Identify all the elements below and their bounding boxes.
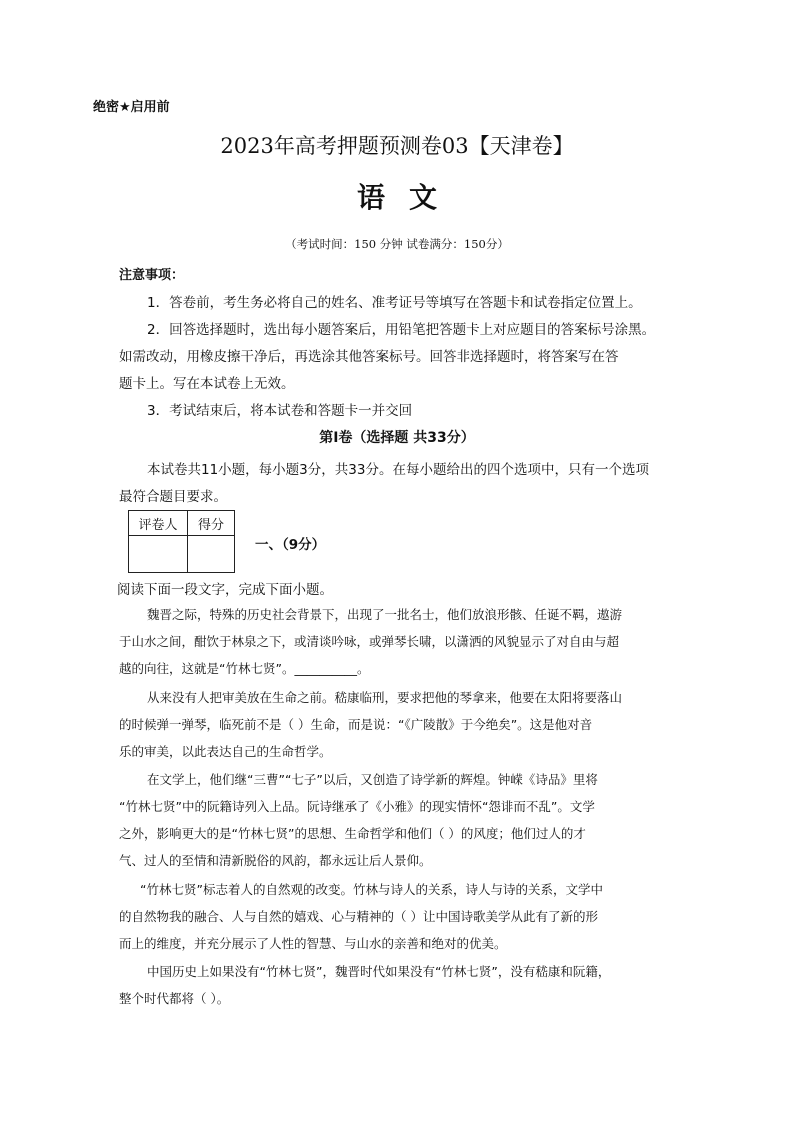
passage-line: 中国历史上如果没有“竹林七贤”，魏晋时代如果没有“竹林七贤”，没有嵇康和阮籍， — [147, 964, 611, 979]
passage-line: 的自然物我的融合、人与自然的嬉戏、心与精神的（ ）让中国诗歌美学从此有了新的形 — [119, 909, 598, 924]
note-line: 2．回答选择题时，选出每小题答案后，用铅笔把答题卡上对应题目的答案标号涂黑。 — [147, 322, 656, 338]
note-line: 1．答卷前，考生务必将自己的姓名、准考证号等填写在答题卡和试卷指定位置上。 — [147, 295, 642, 311]
passage-line: 从来没有人把审美放在生命之前。嵇康临刑，要求把他的琴拿来，他要在太阳将要落山 — [147, 690, 623, 705]
grader-cell — [129, 536, 188, 573]
notes-heading: 注意事项： — [119, 268, 185, 283]
passage-line: 越的向往，这就是“竹林七贤”。__________。 — [119, 661, 370, 676]
part1-heading: 一、（9分） — [255, 537, 326, 553]
section-intro-line: 最符合题目要求。 — [119, 489, 227, 505]
exam-title: 2023年高考押题预测卷03【天津卷】 — [220, 134, 574, 158]
read-instruction: 阅读下面一段文字，完成下面小题。 — [117, 582, 333, 598]
passage-line: 而上的维度，并充分展示了人性的智慧、与山水的亲善和绝对的优美。 — [119, 936, 507, 951]
score-label: 得分 — [188, 511, 235, 536]
passage-line: 乐的审美，以此表达自己的生命哲学。 — [119, 744, 332, 759]
passage-line: 整个时代都将（ ）。 — [119, 991, 230, 1006]
section-intro-line: 本试卷共11小题，每小题3分，共33分。在每小题给出的四个选项中，只有一个选项 — [147, 462, 649, 478]
section-title: 第Ⅰ卷（选择题 共33分） — [319, 430, 475, 446]
passage-line: 之外，影响更大的是“竹林七贤”的思想、生命哲学和他们（ ）的风度；他们过人的才 — [119, 826, 586, 841]
score-table — [128, 510, 235, 573]
passage-line: 在文学上，他们继“三曹”“七子”以后，又创造了诗学新的辉煌。钟嵘《诗品》里将 — [147, 772, 598, 787]
passage-line: 于山水之间，酣饮于林泉之下，或清谈吟咏，或弹琴长啸，以潇洒的风貌显示了对自由与超 — [119, 634, 620, 649]
note-line: 3．考试结束后，将本试卷和答题卡一并交回 — [147, 403, 413, 419]
subject-title: 语文 — [356, 181, 461, 214]
passage-line: 魏晋之际，特殊的历史社会背景下，出现了一批名士，他们放浪形骸、任诞不羁，遨游 — [147, 607, 623, 622]
passage-line: 气、过人的至情和清新脱俗的风韵，都永远让后人景仰。 — [119, 853, 432, 868]
confidential-label: 绝密★启用前 — [93, 100, 170, 115]
passage-line: “竹林七贤”中的阮籍诗列入上品。阮诗继承了《小雅》的现实情怀“怨诽而不乱”。文学 — [119, 799, 595, 814]
note-line: 如需改动，用橡皮擦干净后，再选涂其他答案标号。回答非选择题时，将答案写在答 — [119, 349, 619, 365]
note-line: 题卡上。写在本试卷上无效。 — [119, 376, 295, 392]
passage-line: “竹林七贤”标志着人的自然观的改变。竹林与诗人的关系，诗人与诗的关系，文学中 — [140, 882, 603, 897]
passage-line: 的时候弹一弹琴，临死前不是（ ）生命，而是说：“《广陵散》于今绝矣”。这是他对音 — [119, 717, 593, 732]
score-cell — [188, 536, 235, 573]
exam-time-info: （考试时间：150 分钟 试卷满分：150分） — [285, 237, 509, 251]
grader-label: 评卷人 — [129, 511, 188, 536]
